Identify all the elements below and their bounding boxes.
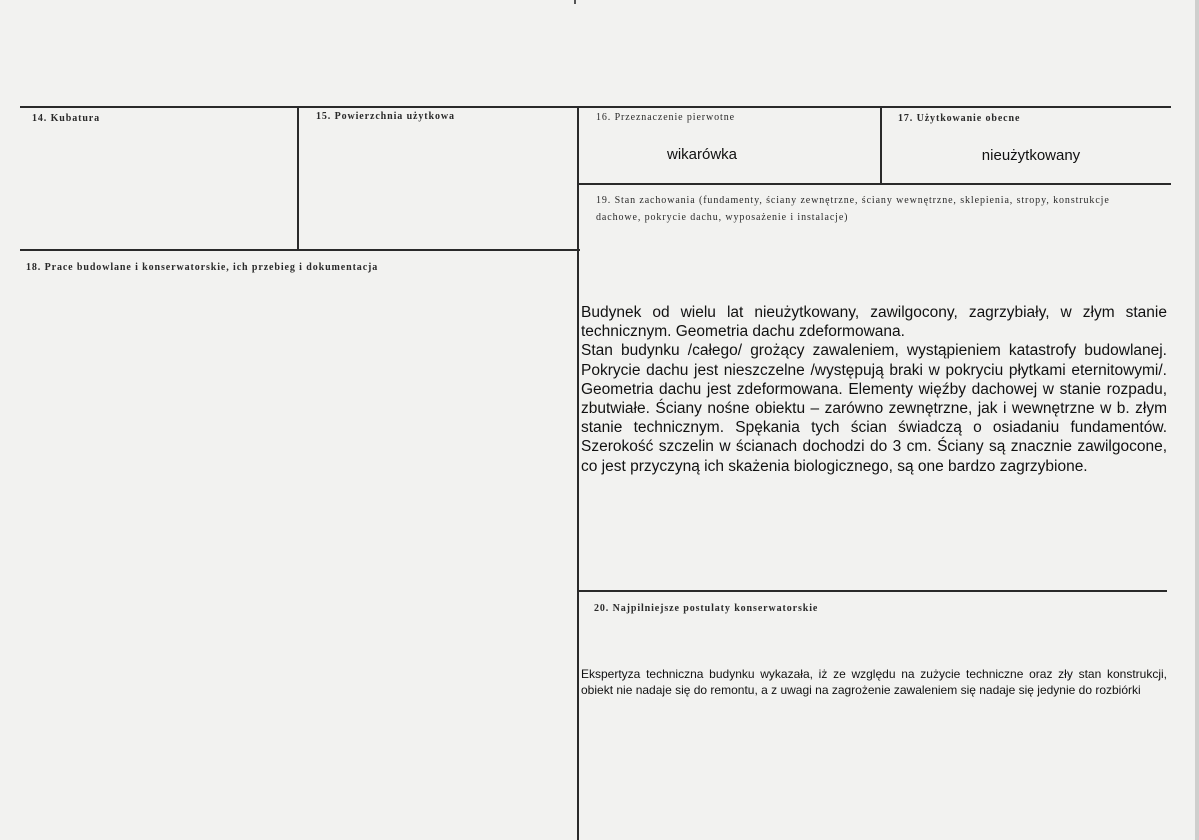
field-18-label: 18. Prace budowlane i konserwatorskie, ich przebieg i dokumentacja bbox=[26, 262, 379, 273]
rule-right-lower bbox=[578, 590, 1167, 592]
field-20-label: 20. Najpilniejsze postulaty konserwatorskie bbox=[594, 603, 819, 614]
field-14-label: 14. Kubatura bbox=[32, 113, 101, 124]
field-16-value[interactable]: wikarówka bbox=[666, 146, 738, 163]
field-15-label: 15. Powierzchnia użytkowa bbox=[316, 111, 455, 122]
field-16-label: 16. Przeznaczenie pierwotne bbox=[596, 112, 735, 123]
field-19-label: 19. Stan zachowania (fundamenty, ściany zewnętrzne, ściany wewnętrzne, sklepienia, stropy, konstrukcje dachowe, pokrycie dachu, wyposażenie i instalacje) bbox=[596, 195, 1110, 223]
divider-16-17 bbox=[880, 106, 882, 185]
divider-main bbox=[577, 106, 579, 840]
rule-left-middle bbox=[20, 249, 580, 251]
rule-right-upper bbox=[578, 183, 1171, 185]
field-20-value[interactable]: Ekspertyza techniczna budynku wykazała, iż ze względu na zużycie techniczne oraz zły stan konstrukcji, obiekt nie nadaje się do remontu, a z uwagi na zagrożenie zawaleniem się nadaje się jedynie do rozbiórki bbox=[581, 667, 1167, 697]
field-17-label: 17. Użytkowanie obecne bbox=[898, 113, 1021, 124]
field-17-value[interactable]: nieużytkowany bbox=[981, 147, 1081, 164]
top-tick-mark bbox=[574, 0, 576, 4]
divider-14-15 bbox=[297, 106, 299, 251]
card-edge bbox=[1195, 0, 1199, 840]
field-19-value[interactable]: Budynek od wielu lat nieużytkowany, zawilgocony, zagrzybiały, w złym stanie technicznym. Geometria dachu zdeformowana. Stan budynku /całego/ grożący zawaleniem, wystąpieniem katastrofy budowlanej. Pokrycie dachu jest nieszczelne /występują braki w pokryciu płytkami eternitowymi/. Geometria dachu jest zdeformowana. Elementy więźby dachowej w stanie rozpadu, zbutwiałe. Ściany nośne obiektu – zarówno zewnętrzne, jak i wewnętrzne w b. złym stanie technicznym. Spękania tych ścian świadczą o osiadaniu fundamentów. Szerokość szczelin w ścianach dochodzi do 3 cm. Ściany są znacznie zawilgocone, co jest przyczyną ich skażenia biologicznego, są one bardzo zagrzybione. bbox=[581, 304, 1167, 475]
top-rule bbox=[20, 106, 1171, 108]
